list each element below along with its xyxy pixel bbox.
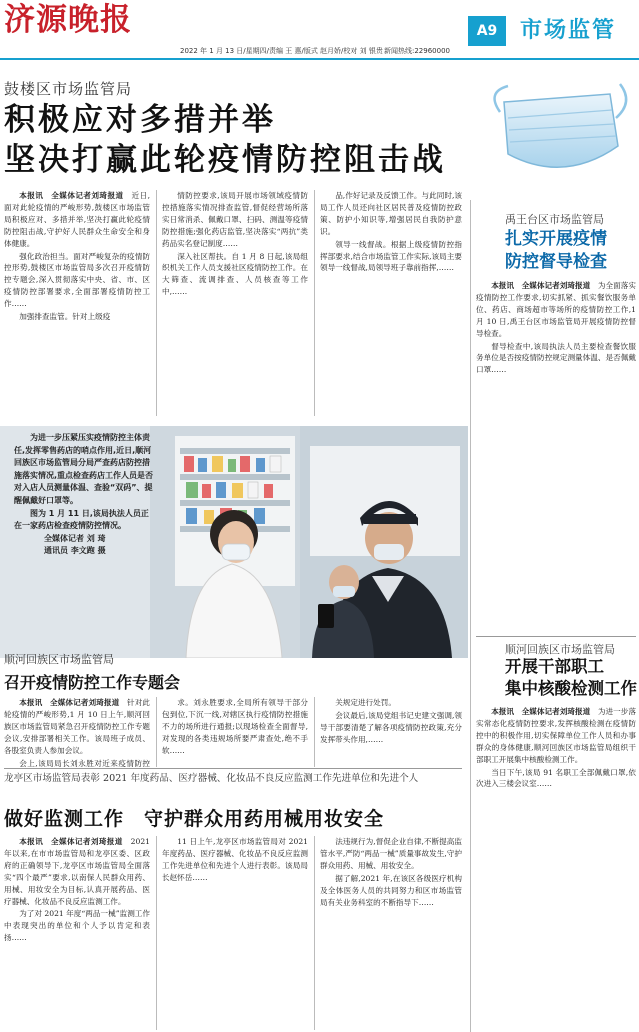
lead-col1-p3: 加强排查监管。针对上级疫 [19, 312, 111, 322]
mid-column-1 [4, 697, 150, 767]
lead-col1-p1: 本报讯 全媒体记者刘琦报道 近日,面对此轮疫情的严峻形势,鼓楼区市场监管局积极应对、多措并举,坚决打赢此轮疫情防控阻击战,守护好人民群众生命安全和身体健康。 [4, 191, 150, 248]
column-divider [314, 836, 315, 1030]
photo-credit-1: 全媒体记者 刘 琦 [44, 533, 106, 543]
issue-meta: 2022 年 1 月 13 日/星期四/责编 王 惠/版式 赵月娇/校对 刘 银贵 [180, 47, 383, 55]
mid-story-kicker: 顺河回族区市场监管局 [4, 653, 114, 666]
right-column-divider [470, 200, 471, 1032]
column-divider [156, 836, 157, 1030]
right-story1-body [476, 280, 636, 632]
bottom-story-headline: 做好监测工作 守护群众用药用械用妆安全 [4, 808, 385, 830]
bottom-col1-p1: 本报讯 全媒体记者刘琦报道 2021 年以来,在市市场监管局和龙亭区委、区政府的正确领导下,龙亭区市场监管局全面落实“四个最严”要求,以南保人民群众用药、用械、用妆安全为目标,认真开展药品、医疗器械、化妆品不良反应监测工作。 [4, 837, 150, 906]
bottom-column-2 [162, 836, 308, 1030]
news-hotline: 新闻热线:22960000 [384, 47, 450, 55]
right-story1-p2: 督导检查中,该局执法人员主要检查餐饮服务单位是否按疫情防控规定测量体温、是否佩戴口罩…… [476, 341, 636, 375]
right-story2-body [476, 706, 636, 1030]
photo-credit-2: 通讯员 李文跑 摄 [44, 546, 106, 556]
bottom-story-kicker: 龙亭区市场监管局表彰 2021 年度药品、医疗器械、化妆品不良反应监测工作先进单位和先进个人 [4, 773, 419, 784]
story-divider [476, 636, 636, 637]
mid-col3-p2: 会议最后,该局党组书记史建文强调,领导干部要清楚了解各项疫情防控政策,充分发挥带头作用,…… [320, 710, 462, 744]
photo-caption [14, 432, 154, 558]
bottom-col3-p2: 据了解,2021 年,在该区各级医疗机构及全体医务人员的共同努力和区市场监管局有关业务科室的不断指导下…… [320, 873, 462, 907]
right-story1-headline-line2: 防控督导检查 [505, 252, 607, 272]
column-divider [314, 697, 315, 767]
lead-headline-line1: 积极应对多措并举 [4, 102, 276, 138]
lead-col2-p1: 情防控要求,该局开展市场领域疫情防控措施落实情况排查监管,督促经营场所落实日常消杀、佩戴口罩、扫码、测温等疫情防控措施;强化药店监管,坚决落实“两抗”类药品实名登记制度…… [162, 191, 308, 248]
column-divider [314, 190, 315, 416]
bottom-col1-p2: 为了对 2021 年度“两品一械”监测工作中表现突出的单位和个人予以肯定和表扬…… [4, 909, 150, 943]
right-story2-headline-line2: 集中核酸检测工作 [505, 679, 637, 698]
right-story2-p2: 当日下午,该局 91 名职工全部佩戴口罩,依次进入三楼会议室…… [476, 767, 636, 789]
mid-col2-p1: 求。刘永胜要求,全局所有领导干部分包到位,下沉一线,对辖区执行疫情防控措施不力的场所进行通报;以现场检查全面督导,对发现的各类违规场所要严肃查处,绝不手软…… [162, 698, 308, 755]
page-number-badge: A9 [468, 16, 506, 46]
lead-column-2 [162, 190, 308, 416]
newspaper-logo: 济源晚报 [4, 2, 132, 38]
right-story1-kicker: 禹王台区市场监管局 [505, 213, 604, 226]
mid-col1-p1: 本报讯 全媒体记者刘琦报道 针对此轮疫情的严峻形势,1 月 10 日上午,顺河回族区市场监管局紧急召开疫情防控工作专题会议,安排部署相关工作。该局班子成员、各股室负责人参加会议。 [4, 698, 150, 755]
bottom-column-3 [320, 836, 462, 1030]
mid-col3-p1: 关规定进行处罚。 [335, 698, 396, 707]
lead-col3-p1: 品,作好记录及反馈工作。与此同时,该局工作人员还向社区居民普及疫情防控政策、防护小知识等,增强居民自我防护意识。 [320, 191, 462, 236]
lead-kicker: 鼓楼区市场监管局 [4, 80, 133, 98]
lead-headline-line2: 坚决打赢此轮疫情防控阻击战 [4, 142, 446, 178]
right-story2-headline-line1: 开展干部职工 [505, 657, 604, 676]
right-story1-p1: 本报讯 全媒体记者刘琦报道 为全面落实疫情防控工作要求,切实抓紧、抓实餐饮服务单位、药店、商场超市等场所的疫情防控工作,1 月 10 日,禹王台区市场监管局开展疫情防控督导检查。 [476, 281, 636, 338]
story-divider [4, 768, 462, 769]
face-mask-illustration [478, 72, 636, 190]
section-title: 市场监管 [520, 17, 617, 43]
lead-column-3 [320, 190, 462, 416]
column-divider [156, 697, 157, 767]
mid-column-2 [162, 697, 308, 767]
photo-caption-text: 为进一步压紧压实疫情防控主体责任,发挥零售药店的哨点作用,近日,顺河回族区市场监管局分局严查药店防控措施落实情况,重点检查药店工作人员是否对入店人员测量体温、查验“双码”、提醒佩戴好口罩等。 [14, 433, 154, 505]
mid-story-headline: 召开疫情防控工作专题会 [4, 673, 181, 692]
right-story2-p1: 本报讯 全媒体记者刘琦报道 为进一步落实常态化疫情防控要求,发挥核酸检测在疫情防控中的积极作用,切实保障单位工作人员和办事群众的身体健康,顺河回族区市场监管局组织干部职工开展集中核酸检测工作。 [476, 707, 636, 764]
bottom-col3-p1: 法违规行为,督促企业自律,不断提高监管水平,严防“两品一械”质量事故发生,守护群众用药、用械、用妆安全。 [320, 837, 462, 870]
lead-col1-p2: 强化政治担当。面对严峻复杂的疫情防控形势,鼓楼区市场监管局多次召开疫情防控专题会,深入贯彻落实中央、省、市、区疫情防控部署要求,全面部署疫情防控工作…… [4, 251, 150, 309]
right-story2-kicker: 顺河回族区市场监管局 [505, 643, 615, 656]
mid-col1-p2: 会上,该局局长刘永胜对近来疫情防控 [19, 758, 150, 767]
lead-col2-p2: 深入社区帮扶。自 1 月 8 日起,该局组织机关工作人员支援社区疫情防控工作。在大筛查、流调排查、人员核查等工作中,…… [162, 251, 308, 297]
photo-caption-text-2: 图为 1 月 11 日,该局执法人员正在一家药店检查疫情防控情况。 [14, 508, 149, 531]
lead-column-1 [4, 190, 150, 416]
bottom-col2-p1: 11 日上午,龙亭区市场监管局对 2021 年度药品、医疗器械、化妆品不良反应监测工作先进单位和先进个人进行表彰。该局局长赵怀岳…… [162, 837, 308, 882]
column-divider [156, 190, 157, 416]
masthead-rule [0, 58, 639, 60]
lead-col3-p2: 领导一线督战。根据上级疫情防控指挥部要求,结合市场监管工作实际,该局主要领导一线督战,局领导班子靠前指挥,…… [320, 239, 462, 273]
bottom-column-1 [4, 836, 150, 1030]
mid-column-3 [320, 697, 462, 767]
right-story1-headline-line1: 扎实开展疫情 [505, 229, 607, 249]
